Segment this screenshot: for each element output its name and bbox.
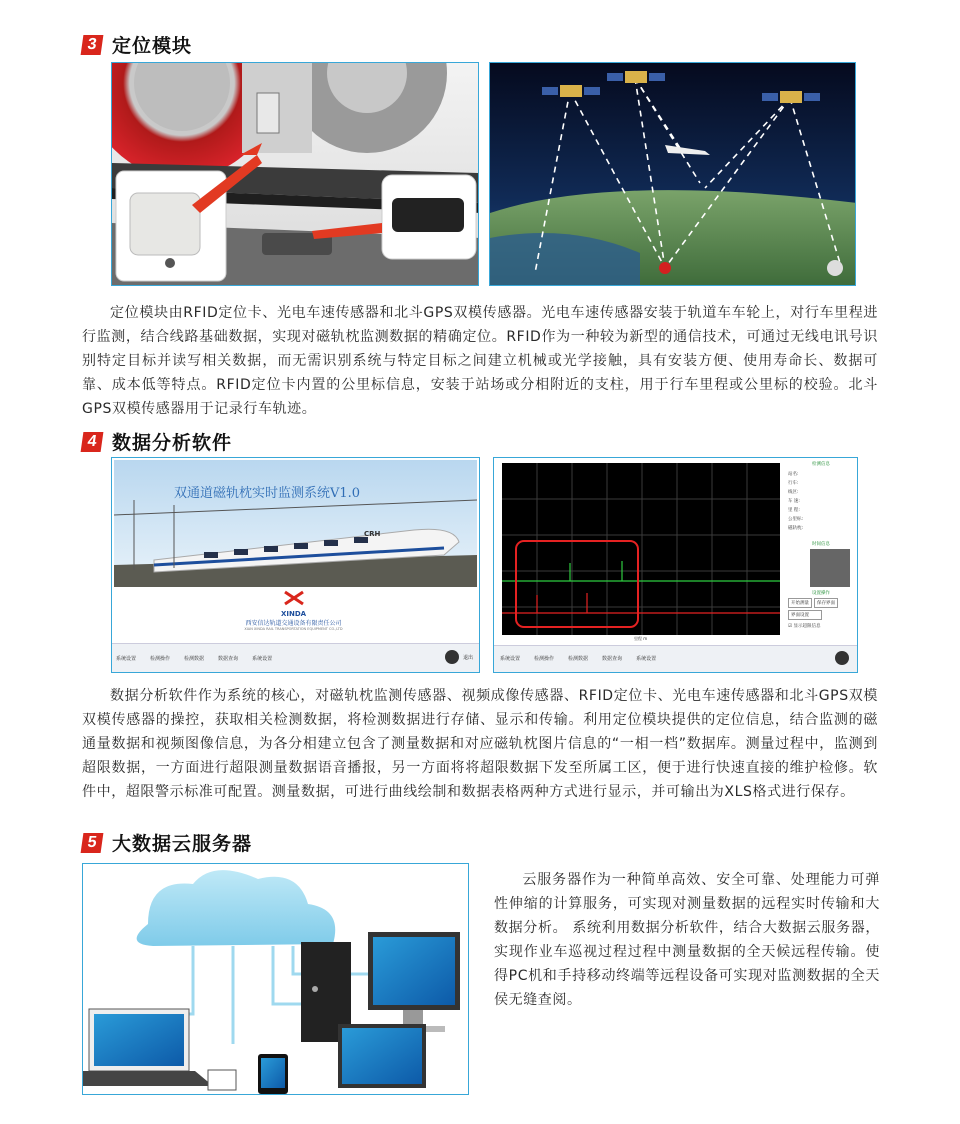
section-number-badge: 4	[81, 432, 104, 452]
company-name: 西安信达轨道交通设备有限责任公司	[245, 620, 342, 627]
toolbar-item-4[interactable]: 数据查询	[602, 656, 623, 662]
toolbar-item-1[interactable]: 系统设置	[116, 655, 137, 662]
software-paragraph	[82, 684, 878, 804]
toolbar-item-2[interactable]: 检测操作	[150, 655, 171, 662]
cloud-paragraph	[494, 868, 880, 1012]
ops-header: 设置操作	[812, 591, 830, 596]
cloud-server-illustration	[82, 863, 469, 1095]
gps-satellite-illustration	[489, 62, 856, 286]
toolbar-item-5[interactable]: 系统设置	[636, 656, 657, 662]
company-logo-block	[112, 590, 475, 631]
field-station: 站名:	[788, 472, 799, 477]
field-sleeper: 磁轨枕:	[788, 526, 804, 531]
toolbar-item-2[interactable]: 检测操作	[534, 656, 555, 662]
rfid-sensor-illustration	[111, 62, 479, 286]
toolbar-item-3[interactable]: 检测数据	[568, 656, 589, 662]
axis-note: 里程 m	[634, 636, 648, 641]
train-label: CRH	[364, 530, 381, 538]
toolbar-item-5[interactable]: 系统设置	[252, 655, 273, 662]
field-direction: 行车:	[788, 481, 799, 486]
section-title: 数据分析软件	[112, 432, 233, 454]
xinda-logo-icon	[283, 590, 305, 606]
section-header-software	[82, 428, 232, 455]
info-fields	[788, 470, 854, 533]
start-measure-button[interactable]: 开始测量	[788, 598, 812, 608]
overlimit-checkbox[interactable]: ☑ 显示超限信息	[788, 624, 821, 629]
power-icon[interactable]	[835, 651, 849, 665]
software-splash-screenshot	[111, 457, 480, 673]
section-number-badge: 3	[81, 35, 104, 55]
image-header: 时间信息	[812, 542, 830, 547]
field-mileage: 里 程:	[788, 508, 800, 513]
section-number-badge: 5	[81, 833, 104, 853]
field-line: 线区:	[788, 490, 799, 495]
software-text: 数据分析软件作为系统的核心，对磁轨枕监测传感器、视频成像传感器、RFID定位卡、光电车速传感器和北斗GPS双模双模传感器的操控，获取相关检测数据，将检测数据进行存储、显示和传输。利用定位模块提供的定位信息，结合监测的磁通量数据和视频图像信息，为各分相建立包含了测量数据和对应磁轨枕图片信息的“一相一档”数据库。测量过程中，监测到超限数据，一方面进行超限测量数据语音播报，另一方面将将超限数据下发至所属工区，便于进行快速直接的维护检修。软件中，超限警示标准可配置。测量数据，可进行曲线绘制和数据表格两种方式进行显示，并可输出为XLS格式进行保存。	[82, 688, 878, 800]
field-speed: 车 速:	[788, 499, 800, 504]
section-header-positioning	[82, 31, 192, 58]
toolbar-item-4[interactable]: 数据查询	[218, 655, 239, 662]
toolbar-item-3[interactable]: 检测数据	[184, 655, 205, 662]
company-name-en: XIAN XINDA RAIL TRANSPORTATION EQUIPMENT CO.,LTD	[244, 627, 343, 631]
splash-title: 双通道磁轨枕实时监测系统V1.0	[174, 486, 361, 501]
image-preview	[810, 549, 850, 587]
monitor-toolbar	[494, 645, 857, 672]
section-header-cloud	[82, 829, 252, 856]
section-title: 大数据云服务器	[112, 833, 253, 855]
info-panel	[788, 461, 854, 641]
info-header: 检测信息	[812, 462, 830, 467]
cloud-text: 云服务器作为一种简单高效、安全可靠、处理能力可弹性伸缩的计算服务，可实现对测量数据的远程实时传输和大数据分析。 系统利用数据分析软件，结合大数据云服务器，实现作业车巡视过程过程中测量数据的全天候远程传输。使得PC机和手持移动终端等远程设备可实现对监测数据的全天侯无缝查阅。	[494, 872, 880, 1008]
software-monitor-screenshot	[493, 457, 858, 673]
splash-banner	[114, 460, 477, 587]
positioning-paragraph	[82, 301, 878, 421]
splash-toolbar	[112, 643, 479, 672]
checkbox-label: 显示超限信息	[793, 624, 821, 629]
screen-settings-button[interactable]: 界面设置	[788, 610, 822, 620]
exit-label[interactable]: 退出	[462, 655, 473, 661]
waveform-chart	[502, 463, 780, 635]
field-kilometer: 公里标:	[788, 517, 804, 522]
power-icon[interactable]	[445, 650, 459, 664]
section-title: 定位模块	[112, 35, 193, 57]
save-screen-button[interactable]: 保存界面	[814, 598, 838, 608]
positioning-text: 定位模块由RFID定位卡、光电车速传感器和北斗GPS双模传感器。光电车速传感器安装于轨道车车轮上，对行车里程进行监测，结合线路基础数据，实现对磁轨枕监测数据的精确定位。RFID作为一种较为新型的通信技术，可通过无线电讯号识别特定目标并读写相关数据，而无需识别系统与特定目标之间建立机械或光学接触，具有安装方便、使用寿命长、数据可靠、成本低等特点。RFID定位卡内置的公里标信息，安装于站场或分相附近的支柱，用于行车里程或公里标的校验。北斗GPS双模传感器用于记录行车轨迹。	[82, 305, 878, 417]
brand-name: XINDA	[280, 610, 307, 618]
toolbar-item-1[interactable]: 系统设置	[500, 656, 521, 662]
